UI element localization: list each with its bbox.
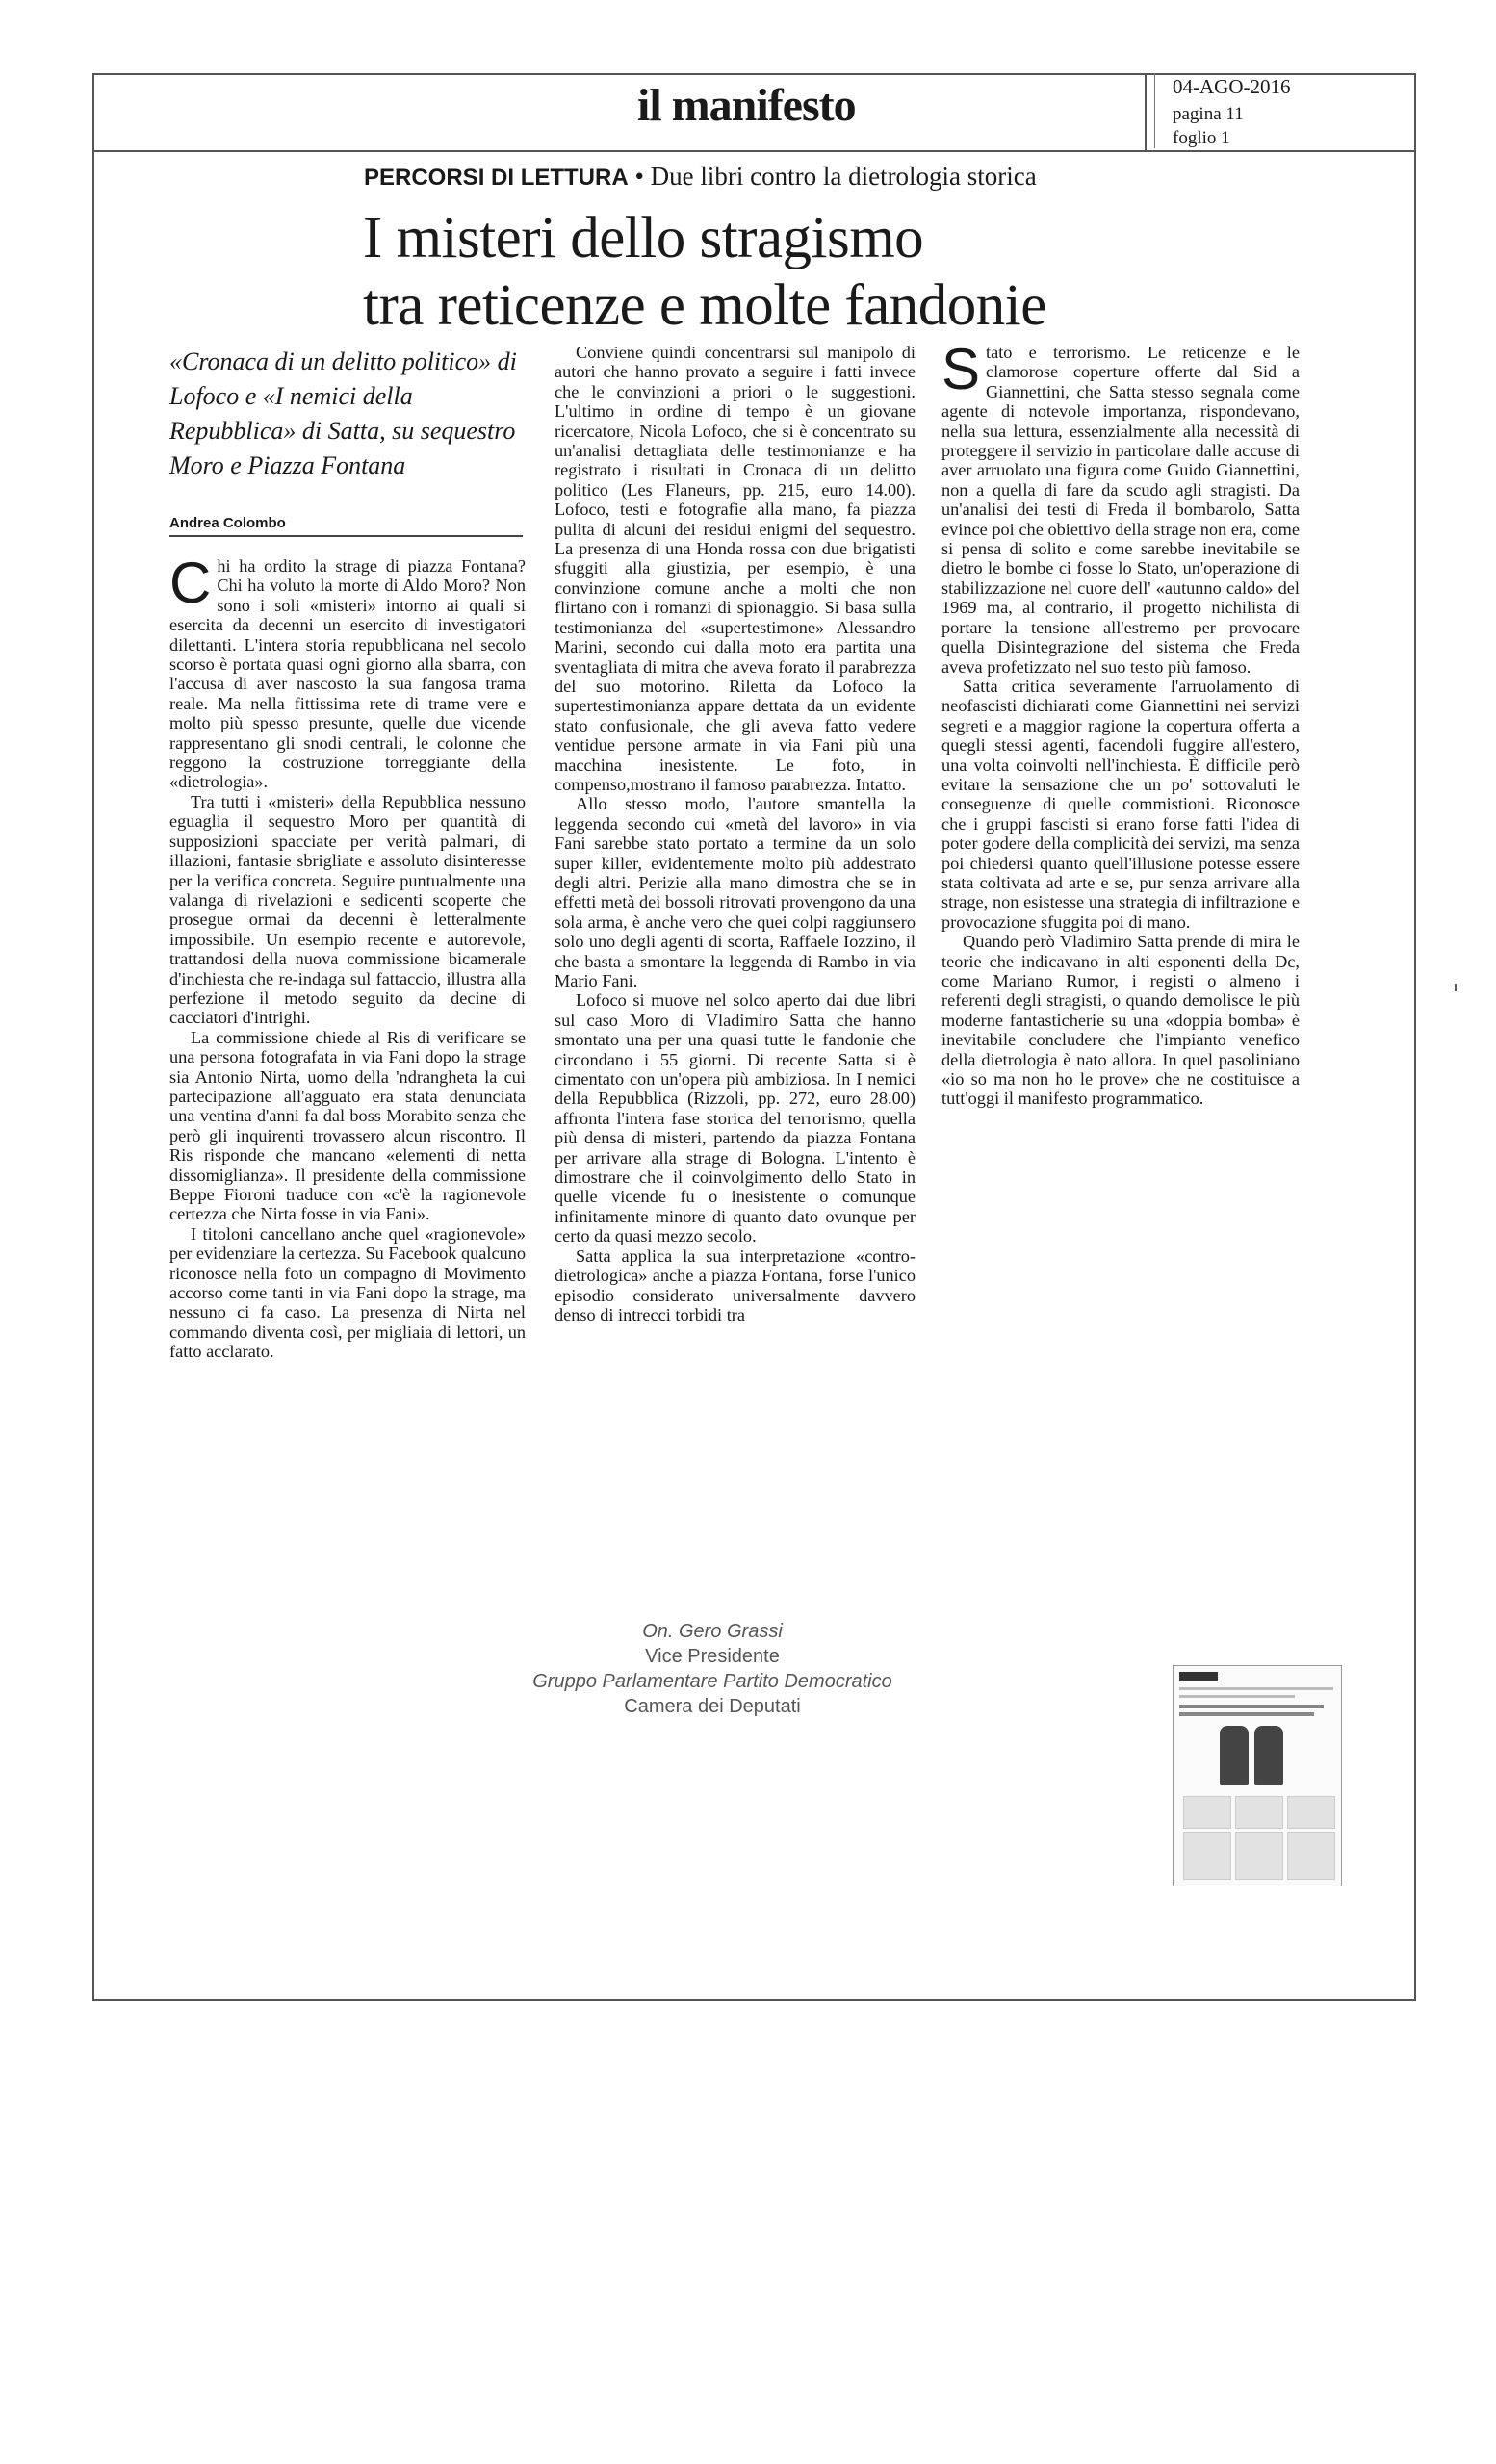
paragraph: Lofoco si muove nel solco aperto dai due libri sul caso Moro di Vladimiro Satta che hanno smontato una per una quasi tutte le fandonie che circondano i 55 giorni. Di recente Satta si è cimentato con un'opera più ambiziosa. In I nemici della Repubblica (Rizzoli, pp. 272, euro 28.00) affronta l'intera fase storica del terrorismo, quella più densa di misteri, partendo da piazza Fontana per arrivare alla strage di Bologna. L'intento è dimostrare che il coinvolgimento dello Stato in quelle vicende fu o inesistente o comunque infinitamente minore di quanto dato ovunque per certo da quasi mezzo secolo.: [555, 990, 916, 1246]
signature-role: Vice Presidente: [645, 1646, 780, 1667]
paragraph: I titoloni cancellano anche quel «ragionevole» per evidenziare la certezza. Su Facebook qualcuno riconosce nella foto un compagno di Movimento accorso come tanti in via Fani dopo la strage, ma nessuno ci fa caso. La presenza di Nirta nel commando diventa così, per migliaia di lettori, un fatto acclarato.: [169, 1223, 527, 1362]
byline: Andrea Colombo: [169, 515, 286, 531]
headline-line-2: tra reticenze e molte fandonie: [363, 273, 1046, 338]
byline-rule: [169, 535, 523, 537]
paragraph: Quando però Vladimiro Satta prende di mira le teorie che indicavano in alti esponenti della Dc, come Mariano Rumor, i registi o almeno i referenti degli stragisti, o quando demolisce le più moderne fantasticherie su una «doppia bomba» è inevitabile concludere che l'impianto venefico della dietrologia è nato allora. In quel pasoliniano «io so ma non ho le prove» che ne costituisce a tutt'oggi il manifesto programmatico.: [941, 932, 1300, 1109]
kicker-topic: Due libri contro la dietrologia storica: [650, 162, 1037, 191]
paragraph: La commissione chiede al Ris di verificare se una persona fotografata in via Fani dopo la strage sia Antonio Nirta, uomo della 'ndrangheta la cui partecipazione all'agguato era stata denunciata una ventina d'anni fa dal boss Morabito senza che però gli inquirenti trovassero alcun riscontro. Il Ris risponde che mancano «elementi di netta dissomiglianza». Il presidente della commissione Beppe Fioroni traduce con «c'è la ragionevole certezza che Nirta fosse in via Fani».: [169, 1027, 526, 1224]
signature-chamber: Camera dei Deputati: [624, 1696, 801, 1717]
paragraph: Tra tutti i «misteri» della Repubblica nessuno eguaglia il sequestro Moro per quantità di supposizioni spacciate per verità palmari, di illazioni, fantasie sbrigliate e assoluto disinteresse per la verifica concreta. Seguire puntualmente una valanga di rivelazioni e sedicenti scoperte che prosegue ormai da decenni è letteralmente impossibile. Un esempio recente e autorevole, trattandosi della nuova commissione bicamerale d'inchiesta che re-indaga sul fattaccio, illustra alla perfezione il metodo seguito da decine di cacciatori d'intrighi.: [169, 791, 526, 1028]
paragraph: Satta applica la sua interpretazione «contro-dietrologica» anche a piazza Fontana, forse l'unico episodio considerato universalmente davvero denso di intrecci torbidi tra: [555, 1245, 916, 1324]
header-rule: [92, 150, 1145, 152]
paragraph: Stato e terrorismo. Le reticenze e le clamorose coperture offerte dal Sid a Giannettini, che Satta stesso segnala come agente di notevole importanza, rispondevano, nella sua lettura, essenzialmente alla necessità di proteggere il servizio in particolare dalle accuse di aver arruolato una figura come Guido Giannettini, non a quella di fare da scudo agli stragisti. Da un'analisi dei testi di Freda il bombarolo, Satta evince poi che obiettivo della strage non era, come si pensa di solito e come sarebbe inevitabile se dietro le bombe ci fosse lo Stato, un'operazione di stabilizzazione nel cuore dell' «autunno caldo» del 1969 ma, al contrario, il progetto nichilista di portare la tensione all'estremo per provocare quella Disintegrazione del sistema che Freda aveva profetizzato nel suo testo più famoso.: [941, 337, 1300, 677]
masthead: il manifesto: [637, 80, 856, 131]
column-2: [555, 343, 916, 1324]
paragraph: Conviene quindi concentrarsi sul manipolo di autori che hanno provato a seguire i fatti invece che le convinzioni a priori o le suggestioni. L'ultimo in ordine di tempo è un giovane ricercatore, Nicola Lofoco, che si è concentrato su un'analisi dettagliata delle testimonianze e ha registrato i risultati in Cronaca di un delitto politico (Les Flaneurs, pp. 215, euro 14.00). Lofoco, testi e fotografie alla mano, fa piazza pulita di alcuni dei residui enigmi del sequestro. La presenza di una Honda rossa con due brigatisti sfuggiti alla giustizia, per esempio, è una convinzione comune anche a molti che non flirtano con i romanzi di spionaggio. Si basa sulla testimonianza del «supertestimone» Alessandro Marini, secondo cui dalla moto era partita una sventagliata di mitra che aveva forato il parabrezza del suo motorino. Riletta da Lofoco la supertestimonianza appare dettata da un evidente stato confusionale, che gli aveva fatto vedere ventidue persone armate in via Fani più una macchina inesistente. Le foto, in compenso,mostrano il famoso parabrezza. Intatto.: [555, 343, 916, 794]
page-thumbnail: [1173, 1665, 1342, 1886]
scan-mark: [1455, 984, 1457, 991]
paragraph: Chi ha ordito la strage di piazza Fontana? Chi ha voluto la morte di Aldo Moro? Non sono i soli «misteri» intorno ai quali si esercita da decenni un esercito di investigatori dilettanti. L'intera storia repubblicana nel secolo scorso è portata quasi ogni giorno alla sbarra, con l'accusa di aver nascosto la sua fangosa trama reale. Ma nella fittissima rete di trame vere e molto più spesso presunte, quelle due vicende rappresentano gli snodi centrali, le colonne che reggono la costruzione torreggiante della «dietrologia».: [169, 551, 526, 792]
subtitle: «Cronaca di un delitto politico» di Lofoco e «I nemici della Repubblica» di Satta, su sequestro Moro e Piazza Fontana: [169, 347, 517, 479]
kicker-section: PERCORSI DI LETTURA: [364, 165, 629, 191]
column-3: [941, 337, 1300, 1109]
paragraph: Satta critica severamente l'arruolamento di neofascisti dichiarati come Giannettini nei servizi segreti e a maggior ragione la copertura offerta a quegli stessi agenti, facendoli fuggire all'estero, una volta coinvolti nell'inchiesta. È difficile però evitare la sensazione che un po' sottovaluti le conseguenze di quelle commistioni. Riconosce che i gruppi fascisti si erano forse fatti l'idea di poter godere della complicità dei servizi, ma senza poi chiedersi quanto quell'illusione potesse essere stata coltivata ad arte e se, pur senza arrivare alla strage, non esistesse una strategia di infiltrazione e provocazione sfuggita poi di mano.: [941, 676, 1300, 932]
signature-group: Gruppo Parlamentare Partito Democratico: [532, 1671, 892, 1692]
signature-name: On. Gero Grassi: [642, 1621, 783, 1642]
issue-date: 04-AGO-2016: [1173, 75, 1291, 98]
page-number: pagina 11: [1173, 104, 1244, 124]
sheet-number: foglio 1: [1173, 128, 1230, 148]
kicker: [364, 162, 1037, 192]
kicker-separator: •: [628, 162, 651, 191]
paragraph: Allo stesso modo, l'autore smantella la leggenda secondo cui «metà del lavoro» in via Fani sarebbe stato portato a termine da un solo super killer, evidentemente molto più addestrato degli altri. Perizie alla mano dimostra che se in effetti metà dei bossoli ritrovati provengono da una sola arma, è anche vero che quei colpi raggiunsero solo uno degli agenti di scorta, Raffaele Iozzino, il che basta a smontare la leggenda di Rambo in via Mario Fani.: [555, 794, 916, 990]
headline-line-1: I misteri dello stragismo: [363, 206, 924, 270]
column-1: [169, 551, 527, 1362]
